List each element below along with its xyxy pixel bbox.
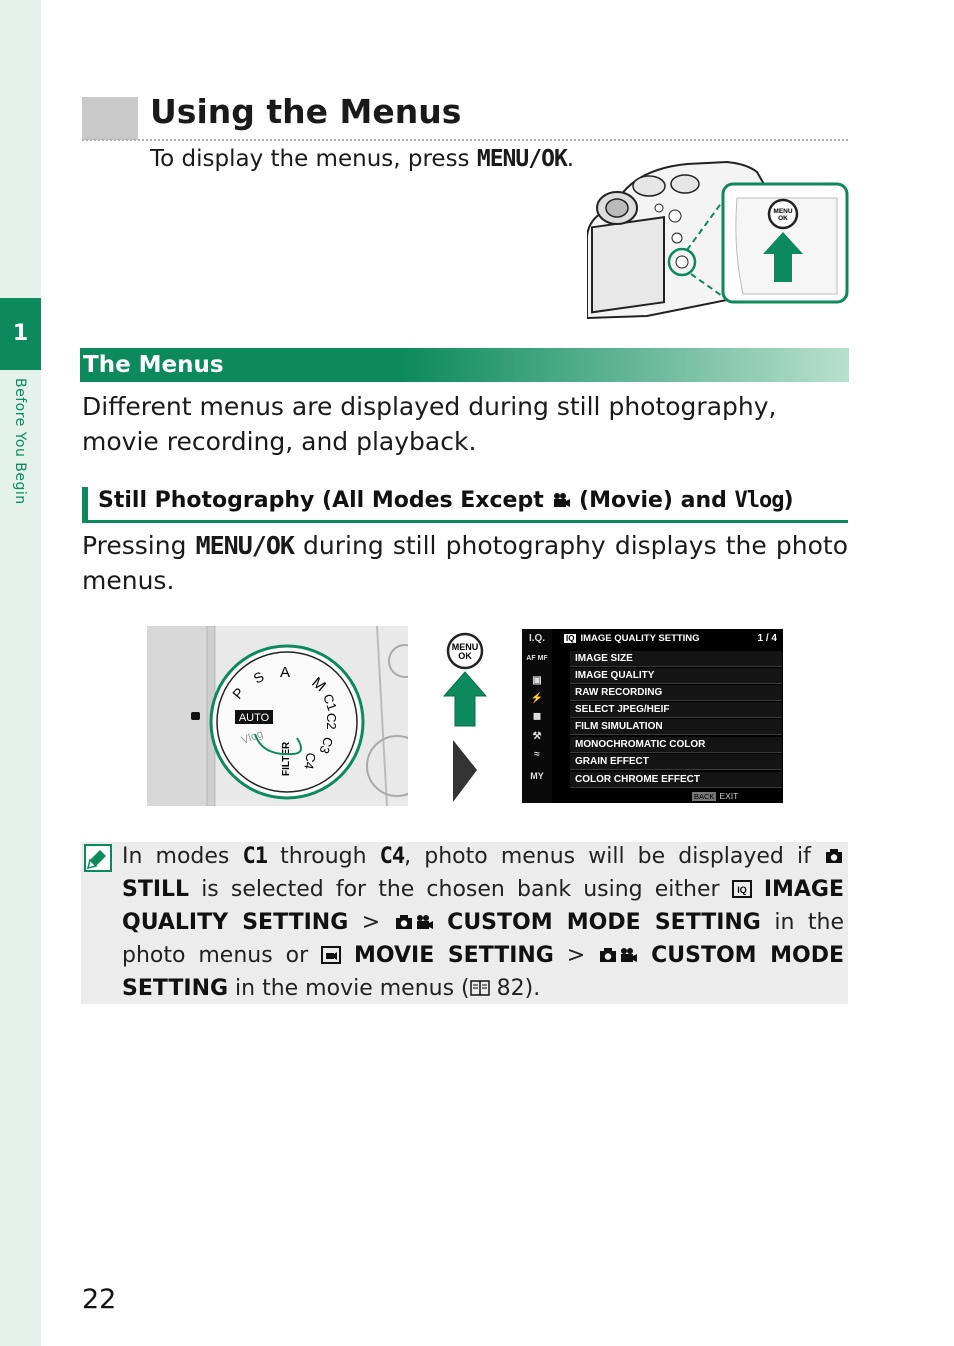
iq-tab-icon[interactable]: I.Q. xyxy=(528,633,546,644)
menu-item[interactable]: RAW RECORDING xyxy=(570,685,782,701)
menu-ok-key: MENU/OK xyxy=(476,146,567,172)
movie-icon xyxy=(618,946,638,964)
chapter-label: Before You Begin xyxy=(12,378,28,505)
intro-text: To display the menus, press MENU/OK. xyxy=(150,146,575,172)
mode-dial-illustration xyxy=(147,626,408,806)
movie-tab-icon[interactable]: ◼ xyxy=(532,711,542,722)
exit-label: EXIT xyxy=(719,791,739,801)
dial-label: C4 xyxy=(301,751,319,771)
book-reference-icon xyxy=(470,979,490,997)
menu-item[interactable]: IMAGE SIZE xyxy=(570,651,782,667)
back-button[interactable]: BACK xyxy=(694,792,715,801)
menu-item[interactable]: SELECT JPEG/HEIF xyxy=(570,702,782,718)
my-menu-tab-icon[interactable]: MY xyxy=(530,771,544,781)
menu-header: IQ IMAGE QUALITY SETTING xyxy=(566,633,700,644)
dial-label: S xyxy=(250,668,267,687)
dial-label: P xyxy=(229,684,248,702)
movie-icon xyxy=(551,491,571,509)
menu-screen xyxy=(522,629,783,803)
movie-icon xyxy=(414,913,434,931)
svg-text:MENU: MENU xyxy=(773,208,793,215)
menu-item[interactable]: COLOR CHROME EFFECT xyxy=(570,772,782,788)
dial-label: C1 xyxy=(320,691,340,713)
note-pencil-icon xyxy=(84,844,112,872)
camera-icon xyxy=(824,847,844,865)
camera-icon xyxy=(598,946,618,964)
camera-back-illustration xyxy=(587,158,849,320)
iq-icon xyxy=(732,880,752,898)
subsection-title: Still Photography (All Modes Except (Movie) and Vlog) xyxy=(98,488,794,513)
svg-text:MENU: MENU xyxy=(451,642,479,652)
dial-label: C2 xyxy=(324,713,339,730)
dial-label: AUTO xyxy=(238,712,270,724)
section-title: The Menus xyxy=(83,352,224,378)
menu-page-indicator: 1 / 4 xyxy=(757,633,777,644)
section-paragraph: Different menus are displayed during still photography, movie recording, and playback. xyxy=(82,392,777,456)
subsection-rule xyxy=(82,520,848,523)
dial-label: C3 xyxy=(316,734,337,756)
svg-text:IQ: IQ xyxy=(736,885,747,895)
wrench-tab-icon[interactable]: ⚒ xyxy=(532,731,542,742)
flash-tab-icon[interactable]: ⚡ xyxy=(530,693,544,704)
sidebar xyxy=(0,0,41,1346)
dial-label: M xyxy=(308,674,329,696)
af-mf-tab-icon[interactable]: AF MF xyxy=(526,655,548,662)
svg-text:OK: OK xyxy=(778,215,788,222)
svg-text:OK: OK xyxy=(458,651,472,661)
menu-item[interactable]: IMAGE QUALITY xyxy=(570,668,782,684)
menu-item[interactable]: FILM SIMULATION xyxy=(570,719,782,735)
menu-tab-column xyxy=(522,629,552,803)
menu-item[interactable]: GRAIN EFFECT xyxy=(570,754,782,770)
dial-label: Vlog xyxy=(239,728,265,747)
title-marker xyxy=(82,97,138,140)
dial-label: A xyxy=(280,664,291,681)
dial-label: FILTER xyxy=(281,741,292,776)
title-divider xyxy=(82,139,848,141)
chapter-tab[interactable]: 1 xyxy=(0,298,41,370)
page-title: Using the Menus xyxy=(150,92,462,131)
iq-icon: IQ xyxy=(566,634,575,643)
page-number: 22 xyxy=(82,1284,117,1315)
menu-button-arrow-illustration xyxy=(440,632,490,804)
menu-ok-key: MENU/OK xyxy=(195,531,294,560)
wave-tab-icon[interactable]: ≈ xyxy=(534,749,540,760)
camera-tab-icon[interactable]: ▣ xyxy=(532,675,542,686)
camera-icon xyxy=(394,913,414,931)
menu-footer xyxy=(692,791,738,801)
menu-item[interactable]: MONOCHROMATIC COLOR xyxy=(570,737,782,753)
movie-settings-icon xyxy=(321,946,341,964)
subsection-bar xyxy=(82,487,88,520)
note-text: In modes C1 through C4, photo menus will be displayed if STILL is selected for the chosen bank using either IQ IMAGE QUALITY SETTING > CUSTOM MODE SETTING in the photo menus or MOVIE SETTING > CUSTOM MODE SETTING in the movie menus ( 82). xyxy=(122,844,845,1001)
subsection-paragraph: Pressing MENU/OK during still photography displays the photo menus. xyxy=(82,531,848,595)
